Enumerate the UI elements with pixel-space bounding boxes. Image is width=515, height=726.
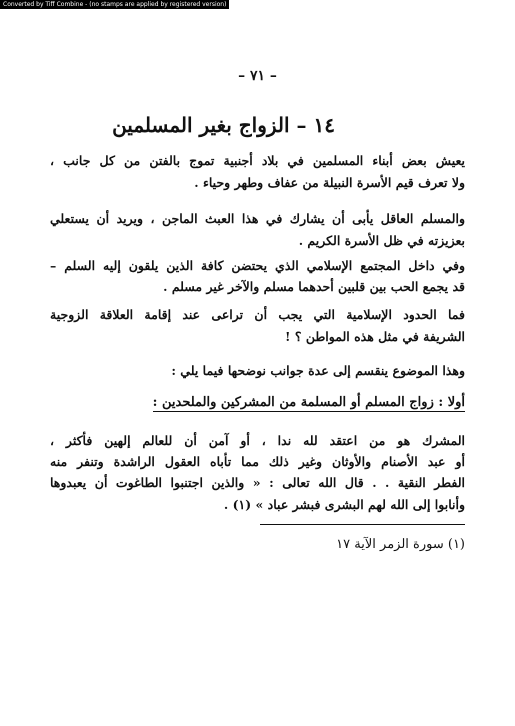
paragraph-4-line-1: فما الحدود الإسلامية التي يجب أن تراعى عند إقامة العلاقة الزوجية: [50, 307, 465, 322]
paragraph-4-line-2: الشريفة في مثل هذه المواطن ؟ !: [285, 329, 465, 344]
footnote: (١) سورة الزمر الآية ١٧: [336, 537, 465, 552]
section-heading: [153, 393, 465, 412]
section-line-1: المشرك هو من اعتقد لله ندا ، أو آمن أن للعالم إلهين فأكثر ،: [50, 433, 465, 448]
section-heading-text: أولا : زواج المسلم أو المسلمة من المشركين والملحدين :: [152, 395, 465, 410]
paragraph-2-line-1: والمسلم العاقل يأبى أن يشارك في هذا العبث الماجن ، ويريد أن يستعلي: [50, 211, 465, 226]
paragraph-5-line-1: وهذا الموضوع ينقسم إلى عدة جوانب نوضحها فيما يلي :: [171, 363, 465, 378]
chapter-title: ١٤ – الزواج بغير المسلمين: [112, 113, 335, 137]
page-number: – ٧١ –: [238, 68, 277, 84]
section-line-4: وأنابوا إلى الله لهم البشرى فبشر عباد » (١) .: [223, 497, 465, 512]
footnote-divider: [260, 524, 465, 525]
section-line-3: الفطر النقية . . قال الله تعالى : « والذين اجتنبوا الطاغوت أن يعبدوها: [50, 475, 465, 490]
paragraph-3-line-2: قد يجمع الحب بين قلبين أحدهما مسلم والآخر غير مسلم .: [163, 279, 465, 294]
section-line-2: أو عبد الأصنام والأوثان وغير ذلك مما تأباه العقول الراشدة وتنفر منه: [50, 454, 465, 469]
paragraph-2-line-2: بعزيزته في ظل الأسرة الكريم .: [298, 233, 465, 248]
converter-banner: Converted by Tiff Combine - (no stamps are applied by registered version): [0, 0, 229, 9]
paragraph-3-line-1: وفي داخل المجتمع الإسلامي الذي يحتضن كافة الذين يلقون إليه السلم –: [50, 258, 465, 273]
paragraph-1-line-1: يعيش بعض أبناء المسلمين في بلاد أجنبية تموج بالفتن من كل جانب ،: [50, 153, 465, 168]
paragraph-1-line-2: ولا تعرف قيم الأسرة النبيلة من عفاف وطهر وحياء .: [194, 175, 465, 190]
